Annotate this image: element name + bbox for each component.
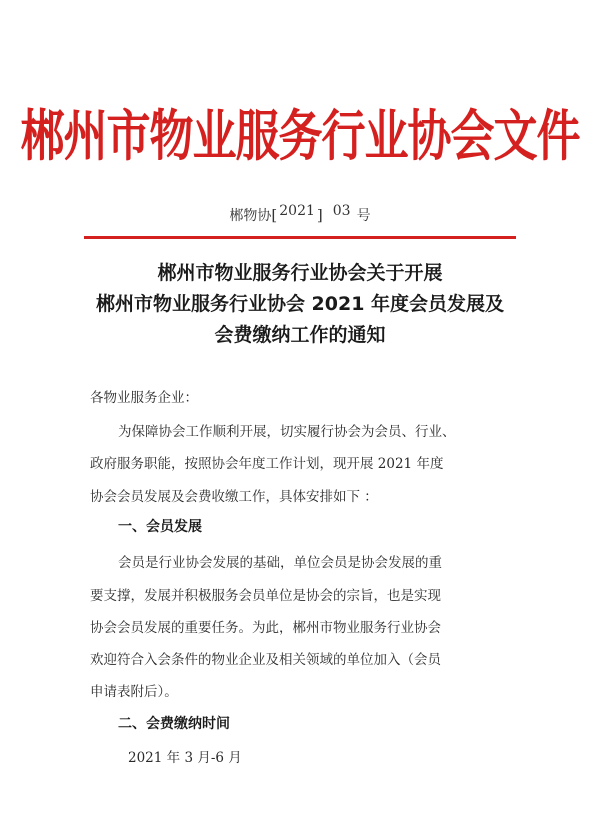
paragraph-line: 申请表附后）。 (90, 684, 178, 700)
paragraph-line: 协会会员发展及会费收缴工作，具体安排如下 ： (90, 489, 378, 505)
title-line: 郴州市物业服务行业协会 2021 年度会员发展及 (95, 293, 505, 315)
document-number (0, 205, 600, 225)
doc-prefix: 郴物协 (229, 208, 272, 224)
doc-year: 2021 (279, 203, 315, 219)
paragraph-line: 要支撑，发展并积极服务会员单位是协会的宗旨，也是实现 (90, 588, 441, 604)
bracket-open: [ (271, 206, 278, 224)
paragraph-line: 欢迎符合入会条件的物业企业及相关领域的单位加入（会员 (90, 652, 441, 668)
title-line: 郴州市物业服务行业协会关于开展 (157, 262, 443, 284)
red-divider-line (84, 236, 516, 239)
salutation: 各物业服务企业： (90, 390, 198, 406)
section-heading: 二、会费缴纳时间 (118, 716, 230, 732)
bracket-close: ] (316, 206, 323, 224)
masthead-title: 郴州市物业服务行业协会文件 (20, 105, 580, 169)
paragraph-line: 协会会员发展的重要任务。为此，郴州市物业服务行业协会 (90, 620, 441, 636)
doc-suffix: 号 (356, 208, 371, 224)
paragraph-line: 会员是行业协会发展的基础，单位会员是协会发展的重 (118, 555, 442, 571)
paragraph-line: 为保障协会工作顺利开展，切实履行协会为会员、行业、 (118, 424, 456, 440)
date-range: 2021 年 3 月-6 月 (128, 750, 242, 766)
title-line: 会费缴纳工作的通知 (214, 324, 386, 346)
doc-serial: 03 (332, 203, 351, 219)
notice-title (0, 258, 600, 351)
section-heading: 一、会员发展 (118, 519, 202, 535)
paragraph-line: 政府服务职能，按照协会年度工作计划，现开展 2021 年度 (90, 456, 444, 472)
